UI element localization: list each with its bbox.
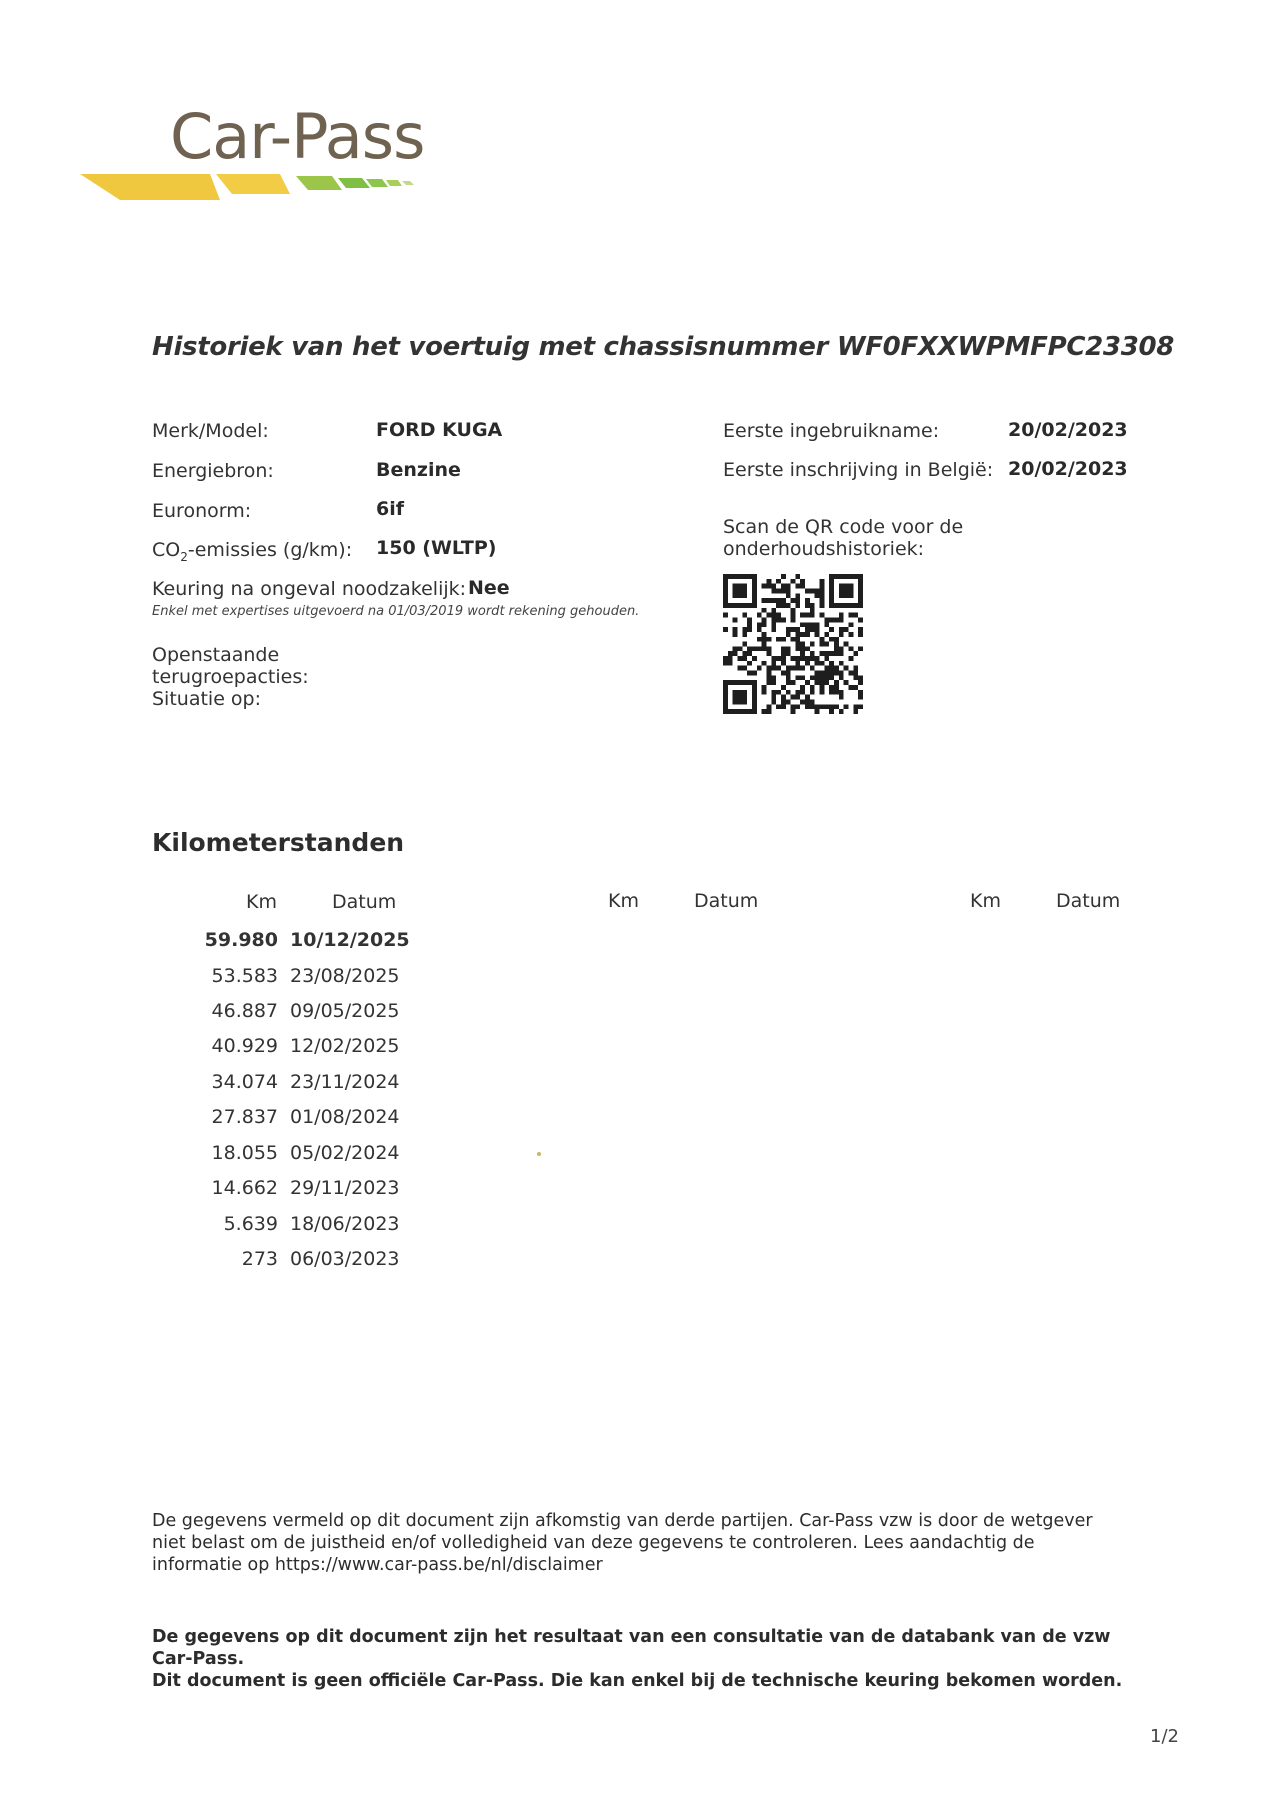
energie-label: Energiebron: <box>152 460 274 482</box>
mileage-date: 05/02/2024 <box>290 1142 400 1164</box>
official-notice <box>152 1626 1132 1692</box>
page-title: Historiek van het voertuig met chassisnummer WF0FXXWPMFPC23308 <box>152 332 1175 362</box>
date-column-header-2: Datum <box>694 890 759 912</box>
disclaimer-text <box>152 1510 1112 1576</box>
recall-label-line2: terugroepacties: <box>152 666 309 688</box>
mileage-date: 09/05/2025 <box>290 1000 400 1022</box>
mileage-km: 53.583 <box>211 965 278 987</box>
co2-label <box>152 539 352 564</box>
mileage-km: 59.980 <box>204 929 278 951</box>
page-number: 1/2 <box>1150 1726 1179 1747</box>
first-reg-label: Eerste inschrijving in België: <box>723 459 994 481</box>
first-use-label: Eerste ingebruikname: <box>723 420 940 442</box>
disclaimer-line1: De gegevens vermeld op dit document zijn afkomstig van derde partijen. Car-Pass vzw is door de wetgever <box>152 1511 1093 1531</box>
mileage-date: 23/11/2024 <box>290 1071 400 1093</box>
mileage-date: 12/02/2025 <box>290 1035 400 1057</box>
first-use-value: 20/02/2023 <box>1008 419 1128 441</box>
energie-value: Benzine <box>376 459 461 481</box>
mileage-date: 29/11/2023 <box>290 1177 400 1199</box>
first-reg-value: 20/02/2023 <box>1008 458 1128 480</box>
disclaimer-link[interactable]: informatie op https://www.car-pass.be/nl/disclaimer <box>152 1555 603 1575</box>
km-column-header-1: Km <box>246 891 277 913</box>
co2-value: 150 (WLTP) <box>376 537 497 559</box>
mileage-km: 40.929 <box>211 1035 278 1057</box>
keuring-value: Nee <box>468 577 510 599</box>
date-column-header-1: Datum <box>332 891 397 913</box>
qr-caption <box>723 516 963 560</box>
car-pass-logo-text: Car-Pass <box>170 100 425 173</box>
merk-value: FORD KUGA <box>376 419 503 441</box>
mileage-km: 273 <box>241 1248 278 1270</box>
mileage-km: 27.837 <box>211 1106 278 1128</box>
car-pass-logo-stripes <box>80 168 440 208</box>
mileage-date: 06/03/2023 <box>290 1248 400 1270</box>
mileage-title: Kilometerstanden <box>152 828 405 857</box>
mileage-km: 34.074 <box>211 1071 278 1093</box>
co2-label-post: -emissies (g/km): <box>187 539 353 561</box>
scan-speck <box>537 1152 541 1156</box>
euronorm-label: Euronorm: <box>152 500 252 522</box>
euronorm-value: 6if <box>376 498 404 520</box>
official-line2: Dit document is geen officiële Car-Pass. Die kan enkel bij de technische keuring bekomen worden. <box>152 1671 1123 1691</box>
km-column-header-2: Km <box>608 890 639 912</box>
mileage-km: 14.662 <box>211 1177 278 1199</box>
keuring-label: Keuring na ongeval noodzakelijk: <box>152 578 467 600</box>
disclaimer-line2: niet belast om de juistheid en/of volledigheid van deze gegevens te controleren. Lees aandachtig de <box>152 1533 1035 1553</box>
situatie-label: Situatie op: <box>152 688 262 710</box>
qr-caption-line2: onderhoudshistoriek: <box>723 538 925 560</box>
mileage-km: 5.639 <box>223 1213 278 1235</box>
km-column-header-3: Km <box>970 890 1001 912</box>
mileage-date: 10/12/2025 <box>290 929 410 951</box>
mileage-date: 23/08/2025 <box>290 965 400 987</box>
merk-label: Merk/Model: <box>152 420 269 442</box>
recall-label <box>152 644 309 710</box>
official-line1: De gegevens op dit document zijn het resultaat van een consultatie van de databank van de vzw Car-Pass. <box>152 1627 1111 1669</box>
co2-label-pre: CO <box>152 539 181 561</box>
mileage-km: 18.055 <box>211 1142 278 1164</box>
qr-code[interactable] <box>723 574 863 714</box>
mileage-date: 18/06/2023 <box>290 1213 400 1235</box>
keuring-note: Enkel met expertises uitgevoerd na 01/03/2019 wordt rekening gehouden. <box>152 604 640 619</box>
mileage-km: 46.887 <box>211 1000 278 1022</box>
qr-caption-line1: Scan de QR code voor de <box>723 516 964 538</box>
recall-label-line1: Openstaande <box>152 644 280 666</box>
co2-label-sub: 2 <box>180 549 188 564</box>
date-column-header-3: Datum <box>1056 890 1121 912</box>
mileage-date: 01/08/2024 <box>290 1106 400 1128</box>
